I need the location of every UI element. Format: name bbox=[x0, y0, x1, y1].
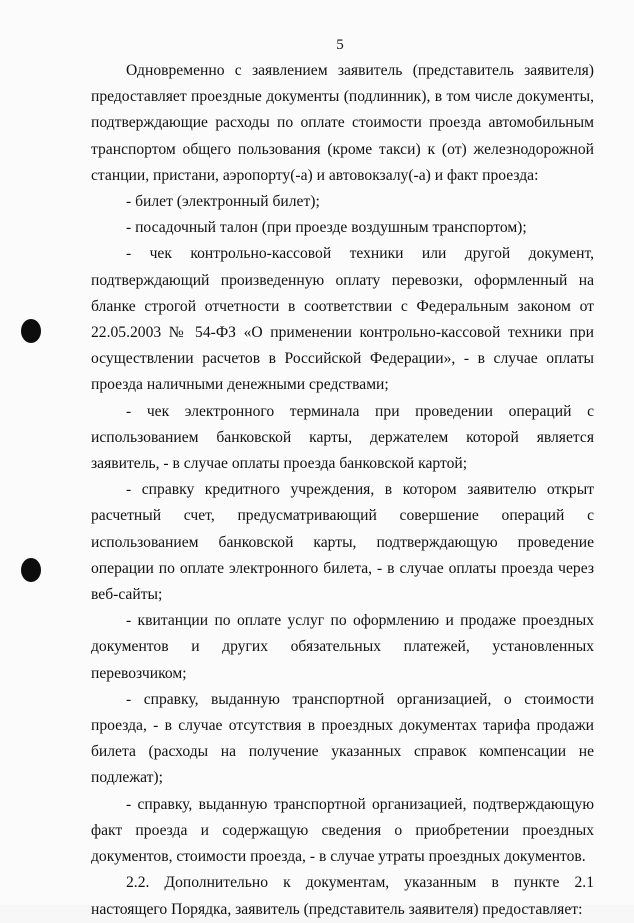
page-number: 5 bbox=[336, 37, 344, 53]
paragraph-intro: Одновременно с заявлением заявитель (представитель заявителя) предоставляет проездные документы (подлинник), в том числе документы, подтверждающие расходы по оплате стоимости проезда автомобильным транспортом общего пользования (кроме такси) к (от) железнодорожной станции, пристани, аэропорту(-а) и автовокзалу(-а) и факт проезда: bbox=[91, 62, 594, 184]
paragraph-section-2-2: 2.2. Дополнительно к документам, указанным в пункте 2.1 настоящего Порядка, заявитель (представитель заявителя) предоставляет: bbox=[91, 874, 594, 918]
list-item-bank-statement: - справку кредитного учреждения, в котором заявителю открыт расчетный счет, предусматривающий совершение операций с использованием банковской карты, подтверждающую проведение операции по оплате электронного билета, - в случае оплаты проезда через веб-сайты; bbox=[91, 481, 594, 604]
list-item-boarding-pass: - посадочный талон (при проезде воздушным транспортом); bbox=[126, 219, 527, 237]
document-body bbox=[91, 58, 594, 923]
list-item-fare-certificate: - справку, выданную транспортной организацией, о стоимости проезда, - в случае отсутствия в проездных документах тарифа продажи билета (расходы на получение указанных справок компенсации не подлежат); bbox=[91, 690, 594, 787]
punch-hole-mark bbox=[21, 558, 41, 582]
list-item-service-receipts: - квитанции по оплате услуг по оформлению и продаже проездных документов и других обязательных платежей, установленных перевозчиком; bbox=[91, 612, 594, 682]
list-item-travel-certificate: - справку, выданную транспортной организацией, подтверждающую факт проезда и содержащую сведения о приобретении проездных документов, стоимости проезда, - в случае утраты проездных документов. bbox=[91, 795, 594, 866]
punch-hole-mark bbox=[21, 319, 41, 343]
list-item-card-receipt: - чек электронного терминала при проведении операций с использованием банковской карты, держателем которой является заявитель, - в случае оплаты проезда банковской картой; bbox=[91, 402, 594, 473]
list-item-cash-receipt: - чек контрольно-кассовой техники или другой документ, подтверждающий произведенную оплату перевозки, оформленный на бланке строгой отчетности в соответствии с Федеральным законом от 22.05.2003 № 54-ФЗ «О применении контрольно-кассовой техники при осуществлении расчетов в Российской Федерации», - в случае оплаты проезда наличными денежными средствами; bbox=[91, 245, 594, 394]
list-item-ticket: - билет (электронный билет); bbox=[126, 193, 320, 211]
